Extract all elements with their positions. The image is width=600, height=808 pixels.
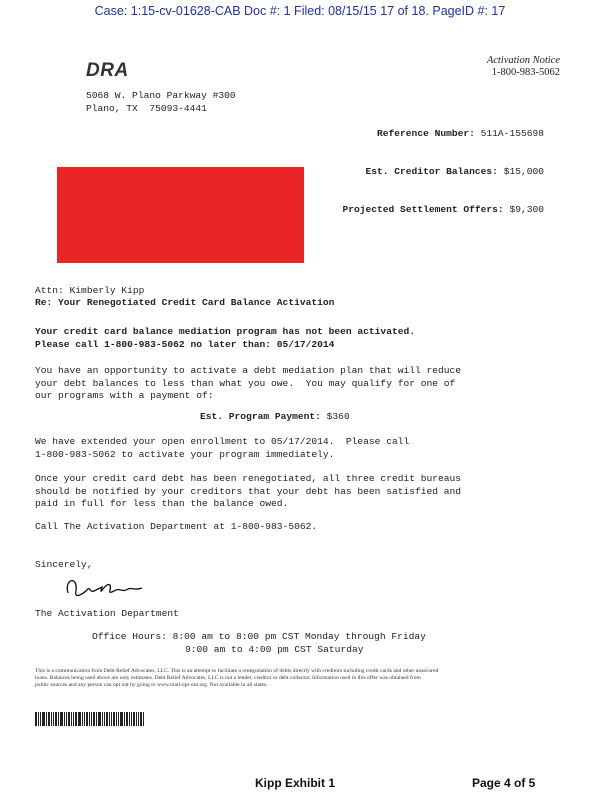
barcode-bar <box>75 712 77 726</box>
barcode-bar <box>78 712 81 726</box>
notice-phone: 1-800-983-5062 <box>491 67 560 78</box>
barcode-bar <box>86 712 88 726</box>
office-hours <box>92 631 426 644</box>
barcode-bar <box>111 712 112 726</box>
settlement-offer-label: Projected Settlement Offers: <box>342 203 504 215</box>
barcode-bar <box>82 712 83 726</box>
paragraph-line: should be notified by your creditors that your debt has been satisfied and <box>35 485 462 497</box>
barcode-bar <box>124 712 125 726</box>
barcode-bar <box>118 712 119 726</box>
barcode <box>35 712 170 726</box>
sender-address <box>86 90 236 115</box>
address-line-2: Plano, TX 75093-4441 <box>86 102 207 114</box>
paragraph-credit-bureaus <box>35 473 461 511</box>
barcode-bar <box>133 712 135 726</box>
barcode-bar <box>129 712 130 726</box>
warning-line-2: Please call 1-800-983-5062 no later than: 05/17/2014 <box>35 339 335 350</box>
redacted-address-box <box>57 167 304 263</box>
barcode-bar <box>131 712 132 726</box>
closing-salutation: Sincerely, <box>35 559 93 570</box>
barcode-bar <box>126 712 128 726</box>
barcode-bar <box>93 712 95 726</box>
barcode-bar <box>64 712 65 726</box>
program-payment <box>200 411 350 424</box>
barcode-bar <box>91 712 92 726</box>
paragraph-line: paid in full for less than the balance owed. <box>35 498 289 510</box>
barcode-bar <box>106 712 108 726</box>
barcode-bar <box>89 712 90 726</box>
paragraph-line: Once your credit card debt has been renegotiated, all three credit bureaus <box>35 473 462 484</box>
paragraph-line: You have an opportunity to activate a debt mediation plan that will reduce <box>35 365 462 376</box>
barcode-bar <box>73 712 74 726</box>
paragraph-line: 1-800-983-5062 to activate your program immediately. <box>35 448 335 460</box>
creditor-balance-label: Est. Creditor Balances: <box>365 165 498 177</box>
barcode-bar <box>48 712 50 726</box>
barcode-bar <box>46 712 47 726</box>
paragraph-line: your debt balances to less than what you owe. You may qualify for one of <box>35 377 456 389</box>
reference-label: Reference Number: <box>377 128 475 140</box>
paragraph-line: We have extended your open enrollment to 05/17/2014. Please call <box>35 436 410 447</box>
paragraph-opportunity <box>35 365 461 403</box>
barcode-bar <box>96 712 97 726</box>
signature-image <box>62 573 146 603</box>
barcode-bar <box>136 712 137 726</box>
reference-value: 511A-155698 <box>480 128 544 140</box>
notice-title: Activation Notice <box>486 55 560 66</box>
settlement-offer-value: $9,300 <box>509 203 544 215</box>
barcode-bar <box>38 712 39 726</box>
office-hours-weekday: 8:00 am to 8:00 pm CST Monday through Friday <box>172 631 426 642</box>
paragraph-line: our programs with a payment of: <box>35 390 214 402</box>
subject-line: Re: Your Renegotiated Credit Card Balance Activation <box>35 297 335 308</box>
barcode-bar <box>116 712 117 726</box>
payment-label: Est. Program Payment: <box>200 411 321 422</box>
fine-print-line: This is a communication from Debt Relief Advocates, LLC. This is an attempt to facilitate a renegotiation of debts directly with creditors including credit cards and other unsecured <box>35 668 439 674</box>
barcode-bar <box>143 712 144 726</box>
activation-notice <box>487 55 560 79</box>
barcode-bar <box>42 712 45 726</box>
barcode-bar <box>98 712 101 726</box>
barcode-bar <box>138 712 139 726</box>
barcode-bar <box>55 712 57 726</box>
barcode-bar <box>68 712 70 726</box>
reference-block <box>342 103 544 229</box>
barcode-bar <box>66 712 67 726</box>
court-filing-header: Case: 1:15-cv-01628-CAB Doc #: 1 Filed: 08/15/15 17 of 18. PageID #: 17 <box>94 4 506 18</box>
attention-line: Attn: Kimberly Kipp <box>35 285 145 296</box>
page-number: Page 4 of 5 <box>472 776 536 790</box>
barcode-bar <box>140 712 142 726</box>
fine-print-line: public sources and any person can opt out by going to www.mail-opt-out.org. Not available in all states. <box>35 682 268 688</box>
barcode-bar <box>53 712 54 726</box>
barcode-bar <box>51 712 52 726</box>
office-hours-saturday: 9:00 am to 4:00 pm CST Saturday <box>185 644 364 655</box>
company-logo: DRA <box>86 60 129 81</box>
barcode-bar <box>84 712 85 726</box>
barcode-bar <box>71 712 72 726</box>
barcode-bar <box>35 712 37 726</box>
barcode-bar <box>40 712 41 726</box>
exhibit-label: Kipp Exhibit 1 <box>255 776 336 790</box>
creditor-balance-value: $15,000 <box>503 165 544 177</box>
barcode-bar <box>58 712 59 726</box>
barcode-bar <box>120 712 123 726</box>
barcode-bar <box>60 712 63 726</box>
barcode-bar <box>104 712 105 726</box>
fine-print-line: loans. Balances being used above are only estimates. Debt Relief Advocates, LLC is not a lender, creditor or debt collector. Information used in this offer was obtained from <box>35 675 421 681</box>
signature-department: The Activation Department <box>35 608 179 619</box>
disclaimer-fine-print <box>35 668 565 689</box>
address-line-1: 5068 W. Plano Parkway #300 <box>86 90 236 101</box>
barcode-bar <box>113 712 115 726</box>
barcode-bar <box>102 712 103 726</box>
paragraph-enrollment <box>35 436 409 461</box>
barcode-bar <box>109 712 110 726</box>
paragraph-call-department: Call The Activation Department at 1-800-983-5062. <box>35 521 318 532</box>
payment-value: $360 <box>326 411 350 422</box>
warning-line-1: Your credit card balance mediation program has not been activated. <box>35 326 415 337</box>
office-hours-label: Office Hours: <box>92 631 167 642</box>
